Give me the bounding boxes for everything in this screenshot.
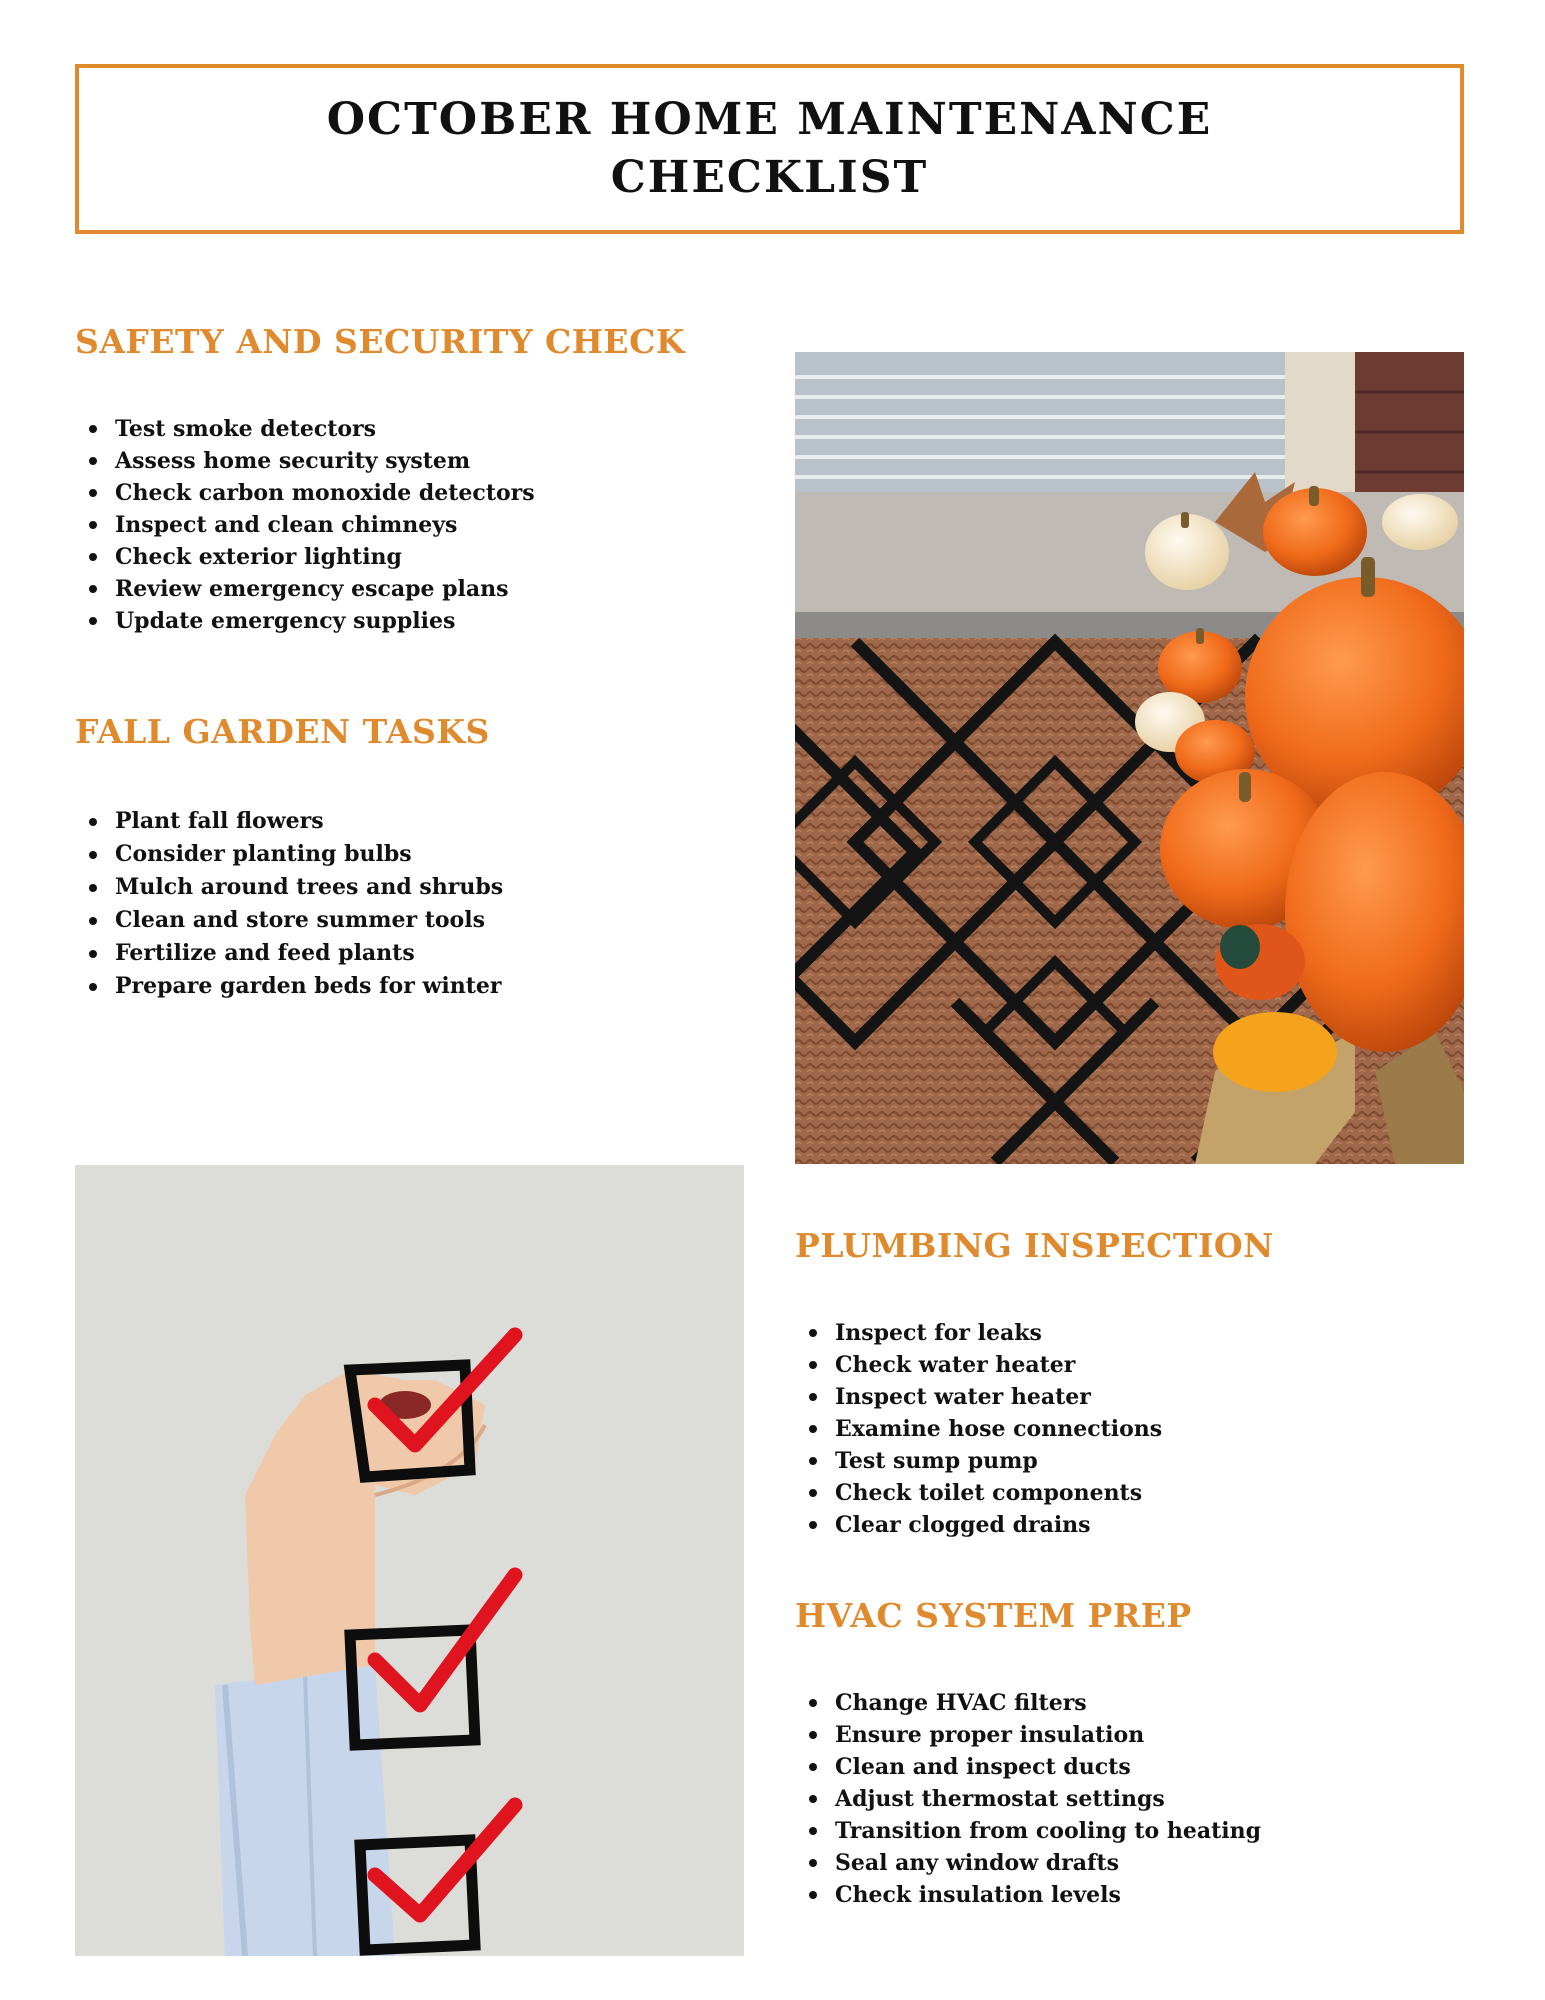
title-box bbox=[75, 64, 1464, 234]
list-item: Seal any window drafts bbox=[795, 1847, 1261, 1879]
list-item: Check exterior lighting bbox=[75, 541, 685, 573]
list-item: Check water heater bbox=[795, 1349, 1274, 1381]
list-item: Prepare garden beds for winter bbox=[75, 970, 503, 1003]
list-item: Check carbon monoxide detectors bbox=[75, 477, 685, 509]
list-item: Clear clogged drains bbox=[795, 1509, 1274, 1541]
list-item: Assess home security system bbox=[75, 445, 685, 477]
list-item: Clean and inspect ducts bbox=[795, 1751, 1261, 1783]
section-heading: SAFETY AND SECURITY CHECK bbox=[75, 322, 686, 361]
list-item: Inspect and clean chimneys bbox=[75, 509, 685, 541]
list-item: Update emergency supplies bbox=[75, 605, 685, 637]
page-title-line-2: CHECKLIST bbox=[610, 152, 929, 203]
checklist bbox=[795, 1317, 1274, 1541]
section-heading: HVAC SYSTEM PREP bbox=[795, 1596, 1192, 1635]
list-item: Inspect water heater bbox=[795, 1381, 1274, 1413]
list-item: Check toilet components bbox=[795, 1477, 1274, 1509]
list-item: Review emergency escape plans bbox=[75, 573, 685, 605]
section-hvac bbox=[795, 1596, 1261, 1911]
list-item: Consider planting bulbs bbox=[75, 838, 503, 871]
section-fall-garden bbox=[75, 712, 503, 1003]
list-item: Fertilize and feed plants bbox=[75, 937, 503, 970]
section-heading: PLUMBING INSPECTION bbox=[795, 1226, 1274, 1265]
list-item: Mulch around trees and shrubs bbox=[75, 871, 503, 904]
list-item: Plant fall flowers bbox=[75, 805, 503, 838]
list-item: Test smoke detectors bbox=[75, 413, 685, 445]
page-title-line-1: OCTOBER HOME MAINTENANCE bbox=[326, 94, 1213, 145]
list-item: Clean and store summer tools bbox=[75, 904, 503, 937]
list-item: Transition from cooling to heating bbox=[795, 1815, 1261, 1847]
hand-checklist-photo bbox=[75, 1165, 744, 1956]
list-item: Inspect for leaks bbox=[795, 1317, 1274, 1349]
pumpkins-doormat-photo bbox=[795, 352, 1464, 1164]
section-plumbing bbox=[795, 1226, 1274, 1541]
checklist bbox=[75, 413, 685, 637]
section-safety-security bbox=[75, 322, 685, 637]
section-heading: FALL GARDEN TASKS bbox=[75, 712, 490, 751]
checklist bbox=[795, 1687, 1261, 1911]
list-item: Change HVAC filters bbox=[795, 1687, 1261, 1719]
list-item: Check insulation levels bbox=[795, 1879, 1261, 1911]
list-item: Adjust thermostat settings bbox=[795, 1783, 1261, 1815]
list-item: Examine hose connections bbox=[795, 1413, 1274, 1445]
checklist bbox=[75, 805, 503, 1003]
list-item: Test sump pump bbox=[795, 1445, 1274, 1477]
list-item: Ensure proper insulation bbox=[795, 1719, 1261, 1751]
